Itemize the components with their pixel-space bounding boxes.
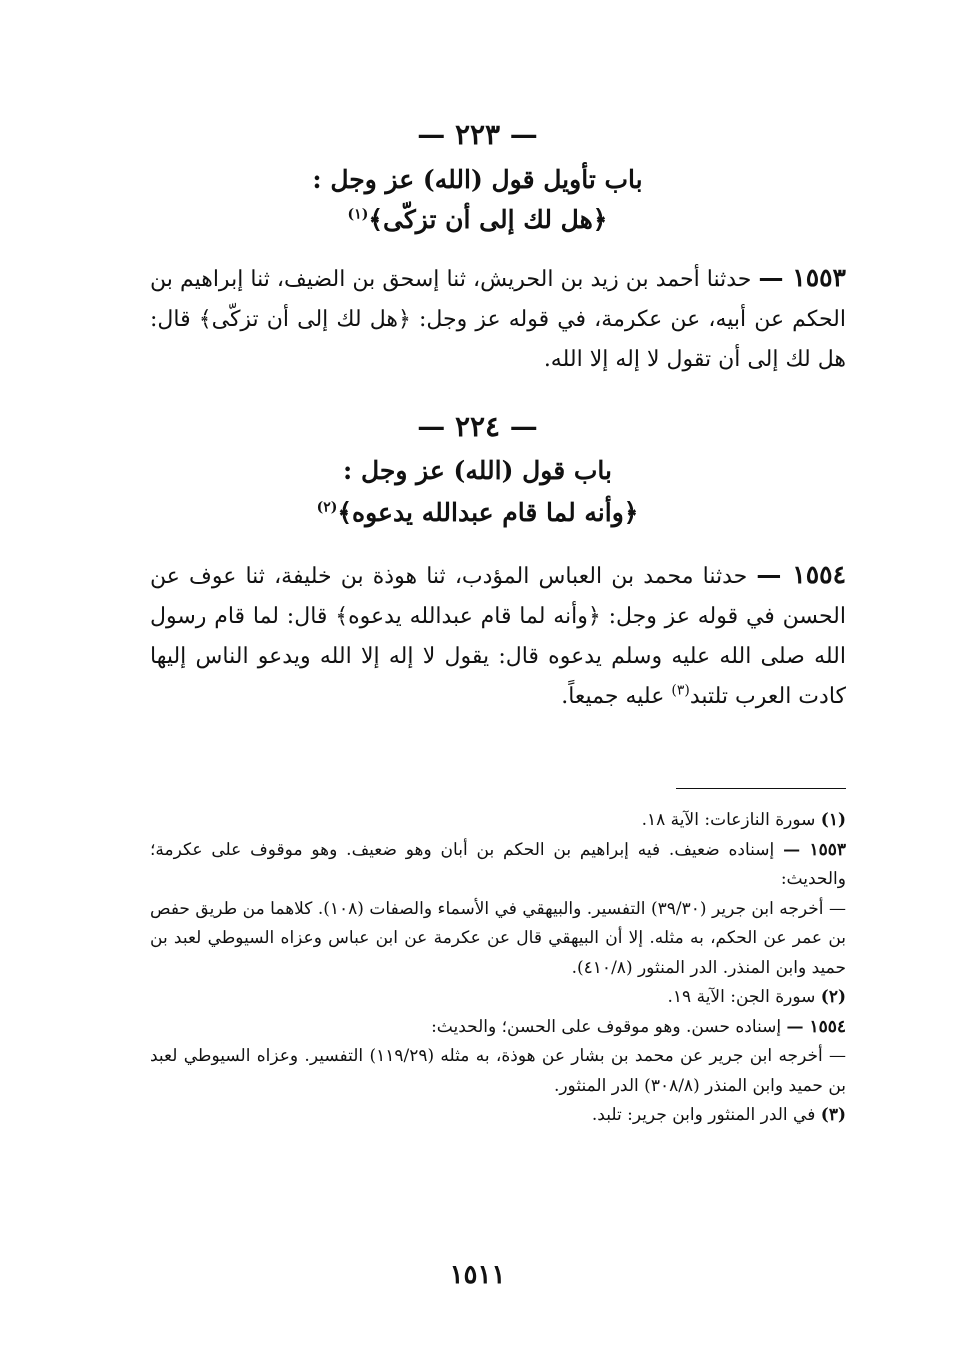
section-verse-223 [0,202,955,238]
section-number-223: — ٢٢٣ — [417,118,538,151]
hadith-text: حدثنا أحمد بن زيد بن الحريش، ثنا إسحق بن الضيف، ثنا إبراهيم بن الحكم عن أبيه، عن عكرمة، في قوله عز وجل: ﴿هل لك إلى أن تزكّى﴾ قال: هل لك إلى أن تقول لا إله إلا الله. [150,267,846,372]
footnote-text: إسناده حسن. وهو موقوف على الحسن؛ والحديث: [431,1016,787,1037]
footnote-label: (١) [820,810,846,830]
hadith-number: ١٥٥٤ — [756,560,846,589]
footnote-label: (٣) [820,1105,846,1125]
footnote-label: ١٥٥٣ — [783,839,846,860]
page-number: ١٥١١ [449,1260,506,1290]
footnote-ref-1: (١) [347,206,369,223]
hadith-text-end: عليه جميعاً. [561,684,672,709]
quran-verse: ﴿وأنه لما قام عبدالله يدعوه﴾ [337,498,639,527]
footnote-1553 [150,836,846,895]
hadith-text: حدثنا محمد بن العباس المؤدب، ثنا هوذة بن خليفة، ثنا عوف عن الحسن في قوله عز وجل: ﴿وأنه لما قام عبدالله يدعوه﴾ قال: لما قام رسول الله صلى الله عليه وسلم يدعوه قال: يقول لا إله إلا الله ويدعو الناس إليها كادت العرب تلتبد [150,564,846,709]
footnote-1554 [150,1013,846,1043]
section-title-224: باب قول (الله) عز وجل : [343,456,612,485]
hadith-1554 [150,555,846,717]
footnote-text: إسناده ضعيف. فيه إبراهيم بن الحكم بن أبان وهو ضعيف. وهو موقوف على عكرمة؛ والحديث: [150,839,846,889]
hadith-1553 [150,258,846,380]
footnote-ref-2: (٢) [316,499,338,516]
footnote-3 [150,1101,846,1131]
footnote-2 [150,983,846,1013]
section-number-224: — ٢٢٤ — [417,410,538,443]
footnote-text: سورة الجن: الآية ١٩. [667,987,821,1007]
footnote-label: ١٥٥٤ — [786,1016,846,1037]
quran-verse: ﴿هل لك إلى أن تزكّى﴾ [368,205,608,234]
hadith-number: ١٥٥٣ — [758,263,846,292]
section-title-223: باب تأويل قول (الله) عز وجل : [312,165,643,194]
footnotes [150,806,846,1131]
footnote-divider [676,788,846,789]
footnote-text: سورة النازعات: الآية ١٨. [641,810,821,830]
footnote-ref-3: (٣) [671,682,690,699]
section-verse-224 [0,495,955,531]
footnote-1 [150,806,846,836]
footnote-1553-takhrij: — أخرجه ابن جرير (٣٩/٣٠) التفسير. والبيهقي في الأسماء والصفات (١٠٨). كلاهما من طريق حفص بن عمر عن الحكم، به مثله. إلا أن البيهقي قال عن عكرمة عن ابن عباس وعزاه السيوطي لعبد بن حميد وابن المنذر. الدر المنثور (٤١٠/٨). [150,898,846,978]
footnote-1554-takhrij: — أخرجه ابن جرير عن محمد بن بشار عن هوذة، به مثله (١١٩/٢٩) التفسير. وعزاه السيوطي لعبد بن حميد وابن المنذر (٣٠٨/٨) الدر المنثور. [150,1046,846,1096]
footnote-label: (٢) [820,987,846,1007]
footnote-text: في الدر المنثور وابن جرير: تلبد. [591,1105,821,1125]
